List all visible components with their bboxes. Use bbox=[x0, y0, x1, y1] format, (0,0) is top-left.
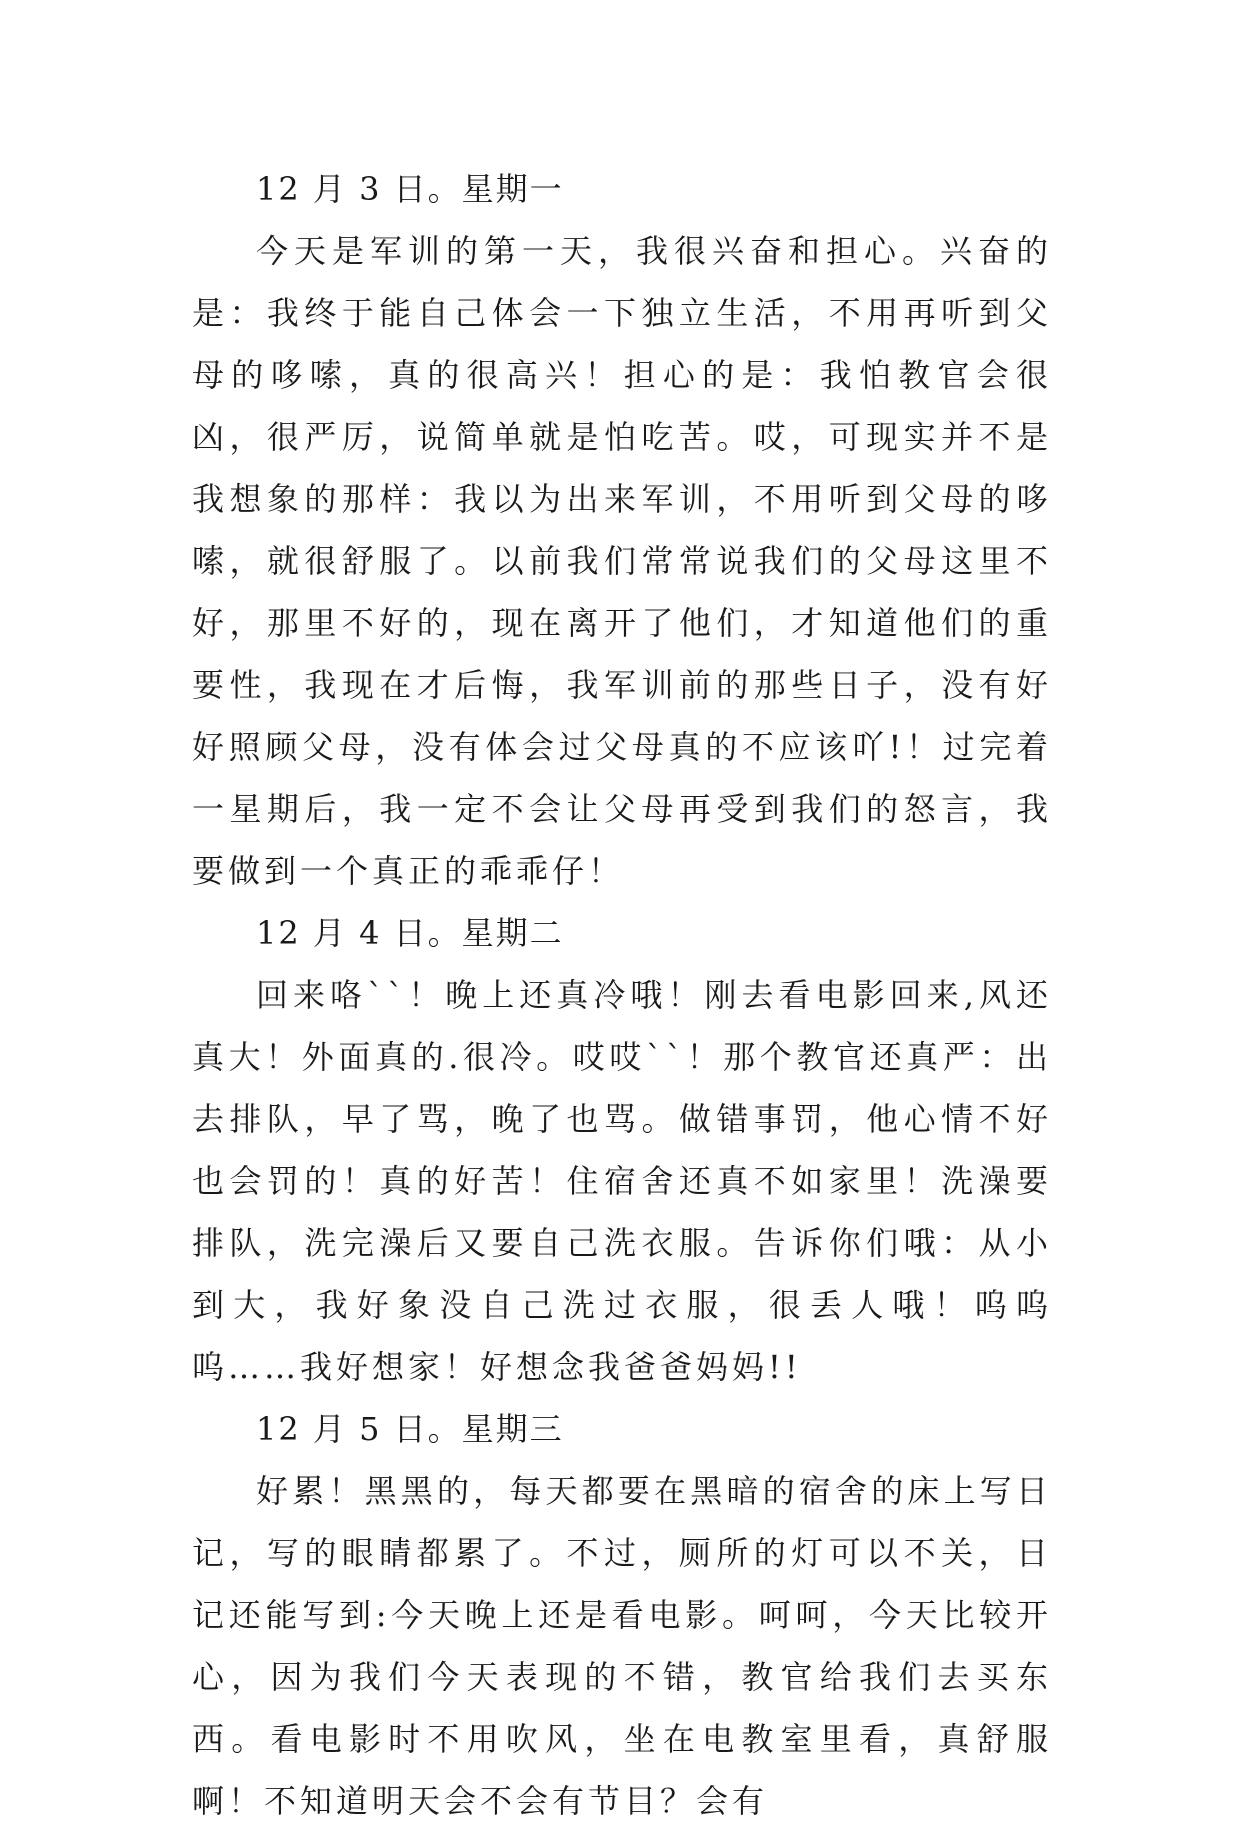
document-page bbox=[192, 158, 1052, 1832]
entry-text-1: 今天是军训的第一天，我很兴奋和担心。兴奋的是：我终于能自己体会一下独立生活，不用再听到父母的哆嗦，真的很高兴！担心的是：我怕教官会很凶，很严厉，说简单就是怕吃苦。哎，可现实并不是我想象的那样：我以为出来军训，不用听到父母的哆嗦，就很舒服了。以前我们常常说我们的父母这里不好，那里不好的，现在离开了他们，才知道他们的重要性，我现在才后悔，我军训前的那些日子，没有好好照顾父母，没有体会过父母真的不应该吖!！过完着一星期后，我一定不会让父母再受到我们的怒言，我要做到一个真正的乖乖仔！ bbox=[192, 232, 1052, 890]
entry-date-2: 12 月 4 日。星期二 bbox=[256, 914, 564, 952]
entry-text-2: 回来咯``！晚上还真冷哦！刚去看电影回来,风还真大！外面真的.很冷。哎哎``！那个教官还真严：出去排队，早了骂，晚了也骂。做错事罚，他心情不好也会罚的！真的好苦！住宿舍还真不如家里！洗澡要排队，洗完澡后又要自己洗衣服。告诉你们哦：从小到大，我好象没自己洗过衣服，很丢人哦！呜呜呜……我好想家！好想念我爸爸妈妈!! bbox=[192, 976, 1052, 1386]
entry-date-1: 12 月 3 日。星期一 bbox=[256, 170, 564, 208]
entry-date-3: 12 月 5 日。星期三 bbox=[256, 1410, 564, 1448]
entry-text-3: 好累！黑黑的，每天都要在黑暗的宿舍的床上写日记，写的眼睛都累了。不过，厕所的灯可以不关，日记还能写到:今天晚上还是看电影。呵呵，今天比较开心，因为我们今天表现的不错，教官给我们去买东西。看电影时不用吹风，坐在电教室里看，真舒服啊！不知道明天会不会有节目？会有 bbox=[192, 1472, 1052, 1820]
